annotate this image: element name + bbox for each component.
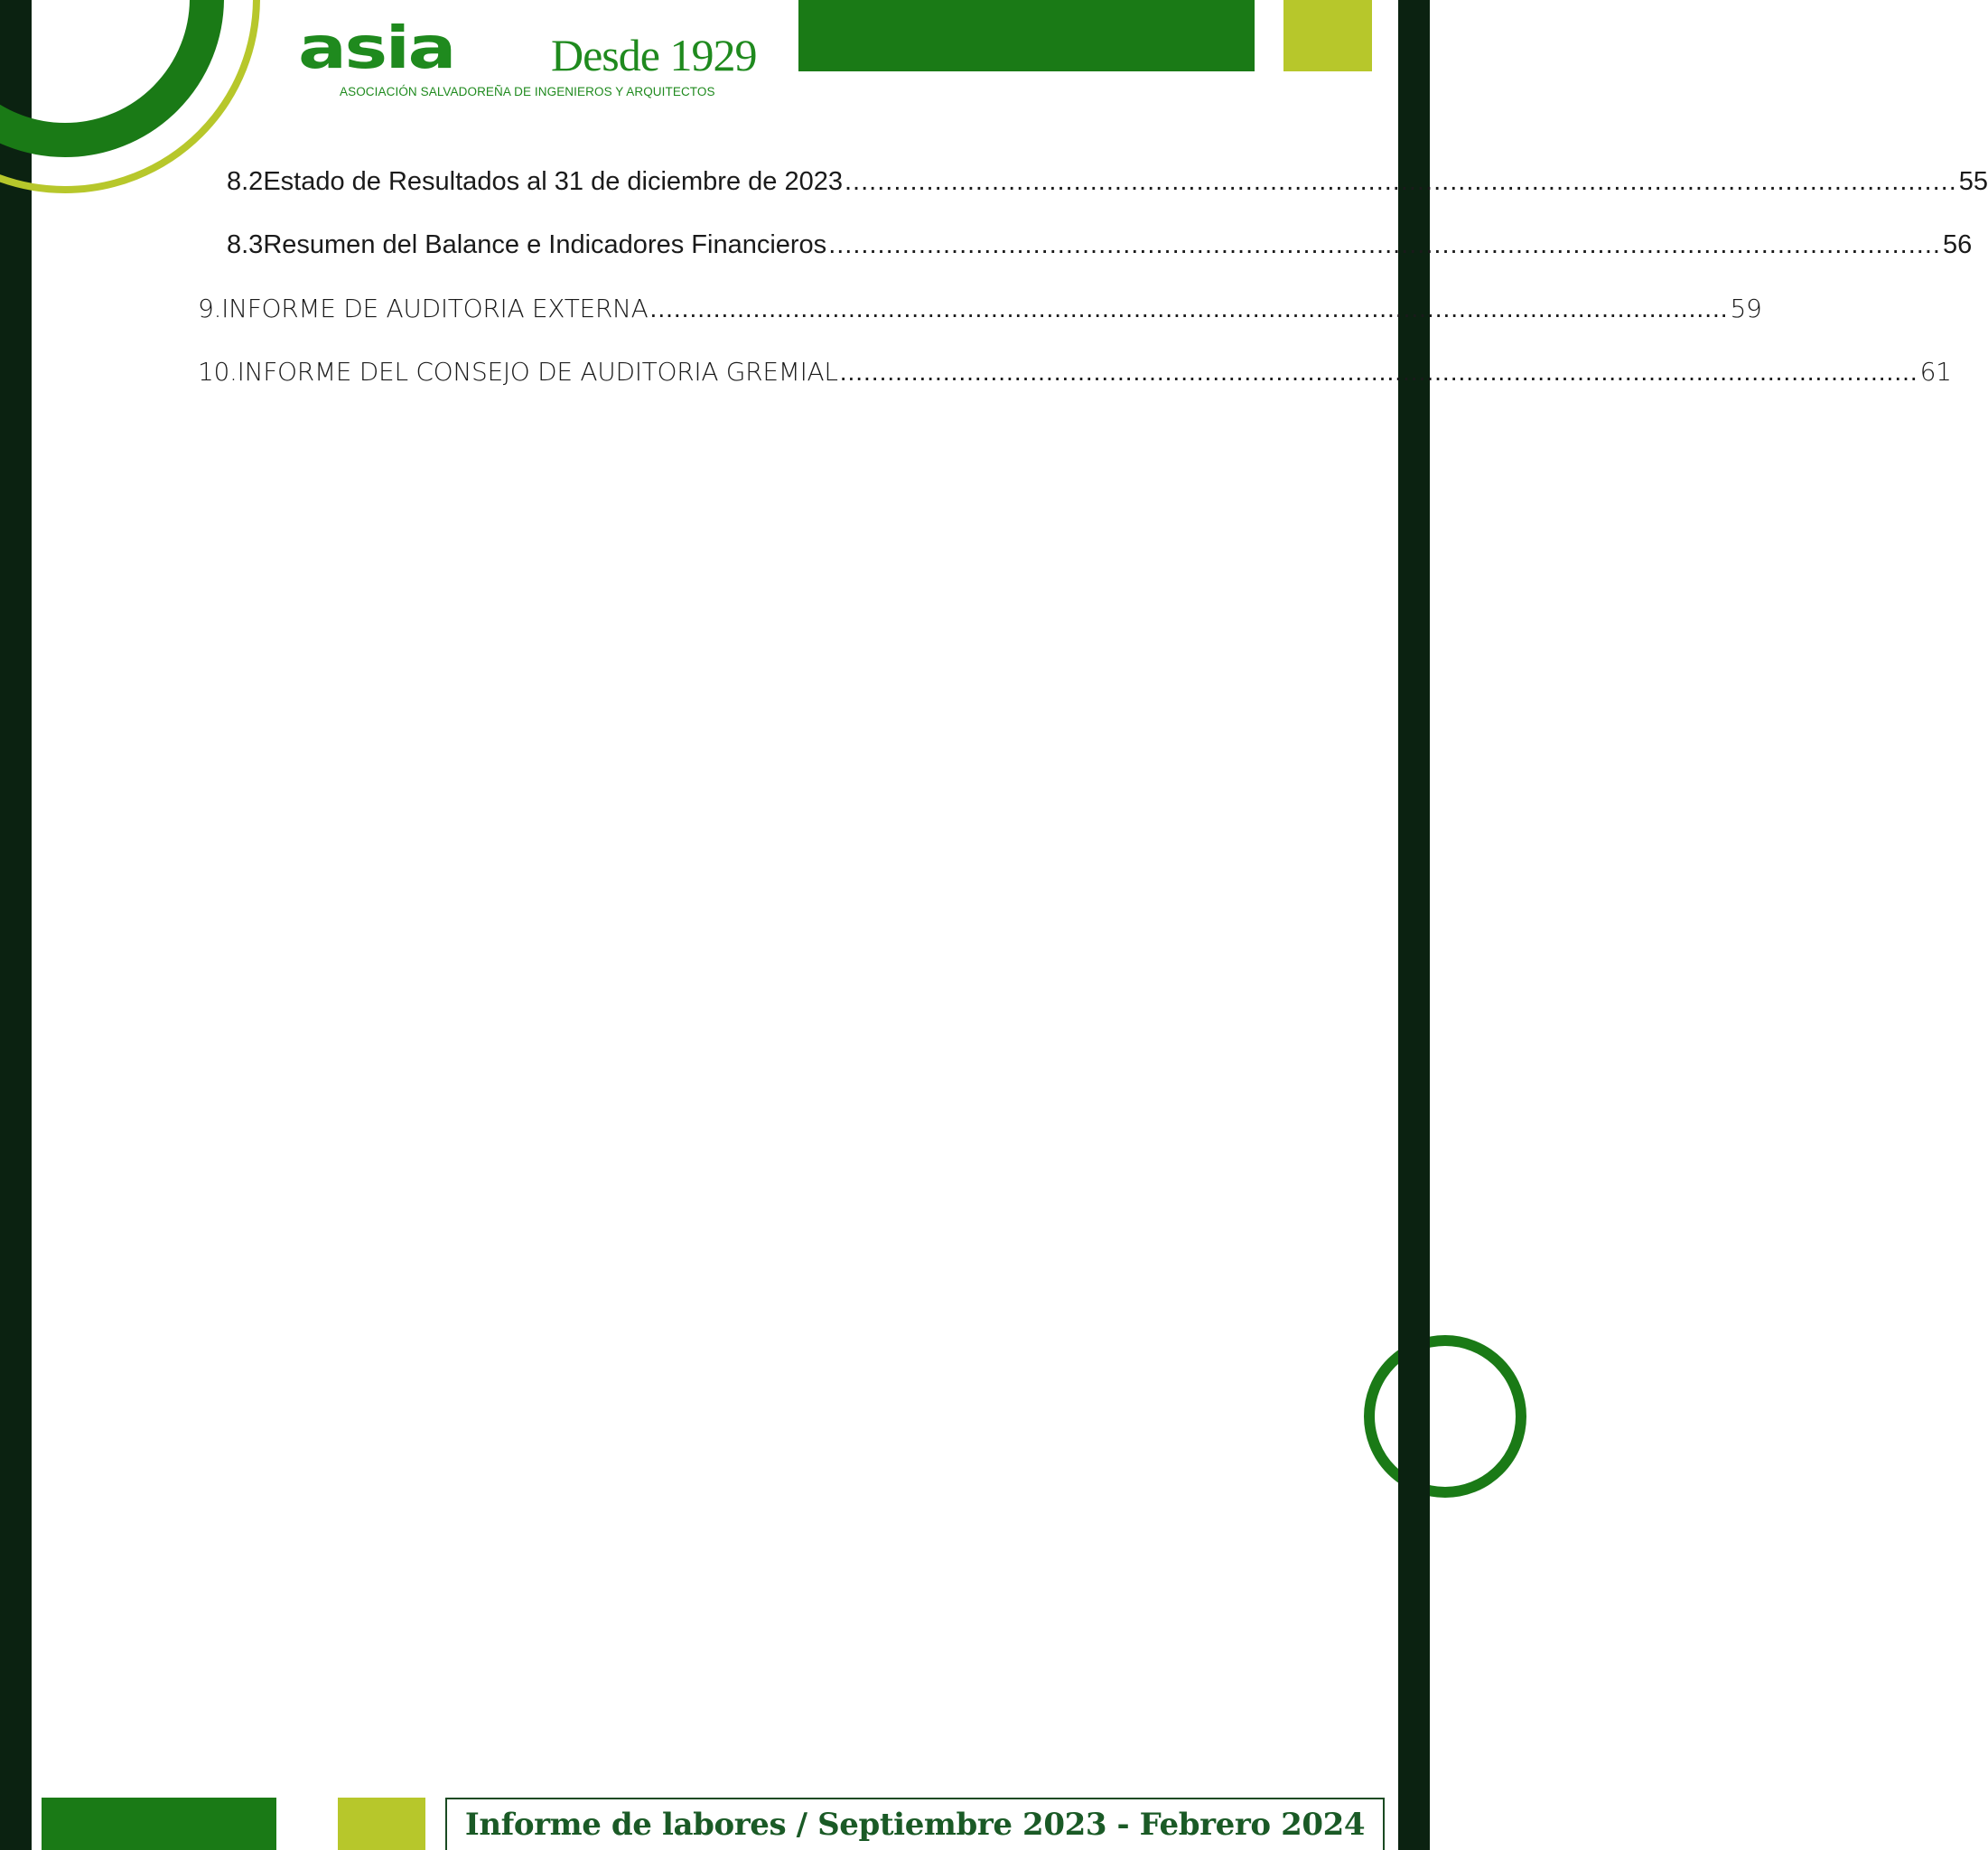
logo-desde: Desde 1929 [551,30,757,80]
asia-logo [298,15,768,106]
toc-entry-page: 59 [1730,294,1762,323]
toc-entry-title: Resumen del Balance e Indicadores Financieros [263,230,827,259]
logo-wordmark: asia [298,15,455,82]
toc-entry-title: INFORME DEL CONSEJO DE AUDITORIA GREMIAL [237,357,838,387]
toc-entry[interactable] [227,230,1973,266]
footer-title: Informe de labores / Septiembre 2023 - Febrero 2024 [464,1807,1366,1843]
toc-dot-leader: ........................................................................................................................................ [828,230,1941,259]
toc-entry[interactable] [198,357,1952,393]
footer-green-block [42,1798,276,1850]
header-lime-block [1283,0,1372,71]
toc-entry-page: 61 [1919,357,1952,387]
toc-entry-page: 56 [1942,230,1973,259]
header-green-block [798,0,1255,71]
toc-dot-leader: ........................................................................................................................................ [844,167,1957,196]
toc-entry-page: 55 [1958,167,1988,196]
toc-entry-title: Estado de Resultados al 31 de diciembre de 2023 [263,167,843,196]
toc-entry[interactable] [227,167,1988,203]
toc-dot-leader: ........................................................................................................................................ [839,358,1918,386]
toc-entry-number: 8.2 [227,167,264,196]
toc-entry-number: 9. [198,294,222,323]
toc-entry-number: 8.3 [227,230,264,259]
top-left-green-arc [0,0,207,140]
toc-entry-number: 10. [198,357,238,387]
toc-dot-leader: ........................................................................................................................................ [649,294,1729,322]
footer-lime-block [338,1798,425,1850]
logo-tagline: ASOCIACIÓN SALVADOREÑA DE INGENIEROS Y ARQUITECTOS [340,85,715,98]
right-green-arc [1369,1341,1521,1492]
right-border-overlay [1398,0,1430,1850]
toc-entry-title: INFORME DE AUDITORIA EXTERNA [221,294,649,323]
toc-entry[interactable] [198,294,1762,330]
footer-title-box [445,1798,1385,1850]
